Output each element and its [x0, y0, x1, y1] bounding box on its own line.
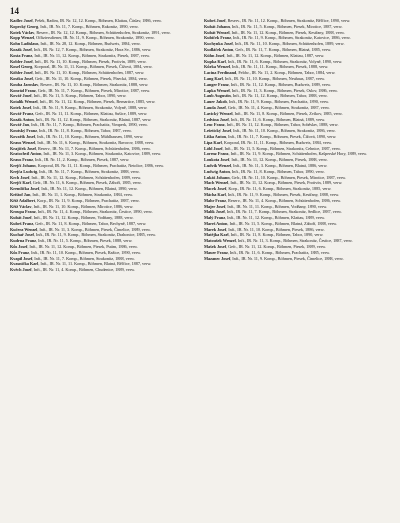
entry-text: Inft., IR. Nr. 11, 7. Komp., Böhmen, Strakonitz, 1888, verw. [39, 168, 140, 174]
register-entry: Kadlec Josef, Pešek, Radim, IR. Nr. 12, 12. Komp., Böhmen, Klattau, Čáslav, 1886, verw. [10, 18, 162, 23]
register-entry: Loukota Josef, Inft., IR. Nr. 11, 12. Komp., Böhmen, Piesek, 1888, verw. [204, 157, 328, 163]
register-entry: Lukáš Johann, Gefr., IR. Nr. 11, 10. Komp., Böhmen, Piesek, Mirotice, 1887, verw. [204, 174, 346, 180]
register-entry: Löbl Josef, Inft., IR. Nr. 11, 5. Komp., Böhmen, Strakonitz, Cehnice, 1887, verw. [204, 145, 341, 151]
entry-text: Inft., IR. Nr. 11, 9. Komp., Böhmen, Strakonitz, Katovice, 1886, verw. [232, 35, 351, 41]
register-entry: Kostka Josef, Gefr., IR. Nr. 11, 10. Komp., Böhmen, Piesek, Písecká, 1884, verw. [10, 75, 148, 81]
entry-name: Kůs Franz [10, 249, 30, 255]
register-entry: Kraus Wenzel, Inft., IR. Nr. 11, 6. Komp., Böhmen, Strakonitz, Bavorov, 1888, verw. [10, 139, 155, 145]
register-entry: Kremlička Josef, Inft., IR. Nr. 11, 12. Komp., Böhmen, Blatná, 1890, verw. [10, 186, 138, 192]
entry-text: Inft., IR. Nr. 12, 7. Komp., Böhmen, Strakonitz, Hora Sv., 1886, verw. [33, 46, 152, 52]
entry-text: Inft., IR. Nr. 11, 12. Komp., Böhmen, Piesek, 1888, verw. [231, 157, 328, 163]
entry-name: Mauer Franz [204, 249, 228, 255]
entry-text: Korp., IR. Nr. 11, 6. Komp., Böhmen, Strakonitz, 1885, verw. [228, 186, 332, 192]
entry-name: Kostka Josef [10, 75, 33, 81]
entry-text: Inft., IR. Nr. 11, 7. Komp., Böhmen, Rakonitz, 1890, verw. [40, 23, 139, 29]
entry-name: Kratochvíl Anton [10, 151, 42, 157]
entry-text: Gefr., IR. Nr. 11, 12. Komp., Böhmen, Piesek, 1889, verw. [228, 244, 326, 250]
register-entry: Marek Josef, Inft., IR. Nr. 11, 10. Komp., Böhmen, Piesek, 1886, verw. [204, 226, 325, 232]
entry-name: Laub Augustin [204, 93, 231, 99]
register-entry: Lacina Ferdinand, Feldw., IR. Nr. 11, 2. Komp., Böhmen, Tabor, 1884, verw. [204, 70, 336, 76]
entry-name: Kroupa Franz [10, 209, 36, 215]
register-entry: Krištof Jan, Inft., IR. Nr. 11, 1. Komp., Böhmen, Strakonitz, 1884, verw. [10, 191, 133, 197]
entry-text: Inft., IR. Nr. 11, 6. Komp., Böhmen, Prachatitz, 1885, verw. [229, 249, 330, 255]
register-entry: Kudrna Franz, Inft., IR. Nr. 11, 5. Komp., Böhmen, Piesek, 1888, verw. [10, 238, 133, 244]
register-entry: Kupka Karl, Inft., IR. Nr. 11, 6. Komp., Böhmen, Strakonitz, Volyně, 1890, verw. [204, 58, 343, 64]
entry-text: Korporal, IR. Nr. 11, 11. Komp., Böhmen, Prachatitz, Netolice, 1886, verw. [37, 162, 164, 168]
entry-text: Gefr., IR. Nr. 11, 10. Komp., Böhmen, Piesek, Písecká, 1884, verw. [34, 75, 148, 81]
entry-text: Inft., IR. Nr. 11, 12. Komp., Böhmen, Piesek, Bernartice, 1885, verw. [39, 99, 156, 105]
entry-text: Inft., IR. Nr. 11, 5. Komp., Böhmen, Piesek, 1888, verw. [38, 238, 133, 244]
register-entry: Lauer Jakob, Inft., IR. Nr. 11, 9. Komp., Böhmen, Prachatitz, 1890, verw. [204, 99, 329, 105]
entry-text: Inft., IR. Nr. 11, 3. Komp., Böhmen, Piesek, Oslov, 1886, verw. [231, 87, 338, 93]
register-entry: Mazanec Josef, Inft., IR. Nr. 11, 9. Komp., Böhmen, Piesek, Čimelice, 1888, verw. [204, 255, 344, 261]
entry-text: Gefr., IR. Nr. 11, 7. Komp., Böhmen, Blatná, 1885, verw. [235, 46, 332, 52]
entry-text: Inft., IR. Nr. 11, 10. Komp., Böhmen, Neuhaus, 1887, verw. [224, 75, 325, 81]
entry-name: Krch Josef [10, 174, 30, 180]
entry-text: Gefr., IR. Nr. 11, 4. Komp., Böhmen, Strakonitz, 1887, verw. [227, 104, 330, 110]
register-entry: Lenc Franz, Inft., IR. Nr. 11, 12. Komp., Böhmen, Tabor, Soběslav, 1888, verw. [204, 122, 339, 128]
entry-text: Gefr., IR. Nr. 11, 11. Komp., Böhmen, Klattau, Sušice, 1889, verw. [35, 110, 148, 116]
entry-text: Korp., IR. Nr. 11, 9. Komp., Böhmen, Prachatitz, 1887, verw. [37, 197, 140, 203]
entry-text: Inft., IR. Nr. 11, 1. Komp., Böhmen, Strakonitz, 1884, verw. [32, 191, 133, 197]
entry-name: Konrád Franz [10, 87, 36, 93]
register-entry: Kohn Ladislaus, Inft., IR. Nr. 28, 12. Komp., Böhmen, Budweis, 1884, verw. [10, 41, 141, 47]
entry-text: Inft., IR. Nr. 11, 8. Komp., Böhmen, Tabor, 1890, verw. [231, 168, 325, 174]
register-entry: Köhler Josef, Inft., IR. Nr. 11, 10. Komp., Böhmen, Schüttenhofen, 1887, verw. [10, 70, 145, 76]
entry-text: Inft., IR. Nr. 11, 3. Komp., Böhmen, Strakonitz, Čestice, 1887, verw. [237, 238, 353, 244]
entry-text: Gefr., IR. Nr. 11, 7. Komp., Böhmen, Piesek, Mirotice, 1887, verw. [37, 87, 150, 93]
entry-text: Inft., IR. Nr. 11, 8. Komp., Böhmen, Piesek, Zvíkov, 1885, verw. [234, 110, 343, 116]
entry-name: Kotek Josef [10, 104, 32, 110]
entry-name: Kříž Václav [10, 203, 32, 209]
entry-name: Mácha Karl [204, 191, 226, 197]
entry-text: Offiziersdiener, IR. Nr. 11, 9. Komp., Böhmen, Strakonitz, 1890, verw. [36, 35, 155, 41]
entry-name: Kovář Jan [10, 122, 30, 128]
entry-name: Kopp Wenzel [10, 35, 35, 41]
register-entry: Kovář Franz, Gefr., IR. Nr. 11, 11. Komp., Böhmen, Klattau, Sušice, 1889, verw. [10, 110, 148, 116]
register-entry: Kříž Adalbert, Korp., IR. Nr. 11, 9. Komp., Böhmen, Prachatitz, 1887, verw. [10, 197, 140, 203]
register-entry: Koutský Franz, Inft., IR. Nr. 11, 8. Komp., Böhmen, Tabor, 1887, verw. [10, 128, 132, 134]
entry-name: Kupka Karl [204, 58, 226, 64]
entry-text: Inft., IR. Nr. 11, 3. Komp., Böhmen, Piesek, Čimelice, 1889, verw. [39, 226, 151, 232]
register-entry: Kuchař Josef, Inft., IR. Nr. 11, 9. Komp., Böhmen, Strakonitz, Drahonice, 1885, verw. [10, 232, 156, 238]
entry-text: Inft., IR. Nr. 11, 10. Komp., Böhmen, Strakonitz, 1886, verw. [233, 128, 336, 134]
register-entry: Kotek Josef, Inft., IR. Nr. 11, 9. Komp., Böhmen, Strakonitz, Volyně, 1888, verw. [10, 104, 148, 110]
entry-name: Kouba Jaroslav [10, 81, 39, 87]
register-entry: Ludvík Wenzel, Inft., IR. Nr. 11, 3. Komp., Böhmen, Blatná, 1886, verw. [204, 162, 328, 168]
entry-name: Mazanec Josef [204, 255, 231, 261]
register-entry: Kříž Václav, Inft., IR. Nr. 11, 10. Komp., Böhmen, Mirotice, 1886, verw. [10, 203, 134, 209]
entry-name: Kraus Franz [10, 157, 33, 163]
register-entry: Krejča Ludwig, Inft., IR. Nr. 11, 7. Komp., Böhmen, Strakonitz, 1888, verw. [10, 168, 140, 174]
register-entry: Krejčí Karl, Gefr., IR. Nr. 11, 6. Komp., Böhmen, Piesek, Záhoří, 1885, verw. [10, 180, 142, 186]
entry-name: Kopecký Georg [10, 23, 39, 29]
entry-name: Löbl Josef [204, 145, 223, 151]
entry-name: Lapka Wenzel [204, 87, 230, 93]
register-entry: Kůs Josef, Inft., IR. Nr. 11, 12. Komp., Böhmen, Piesek, Putim, 1886, verw. [10, 244, 138, 250]
register-entry: Kvasnička Karl, Inft., IR. Nr. 11, 11. Komp., Böhmen, Blatná, Bělčice, 1887, verw. [10, 261, 152, 267]
entry-name: Kvěch Josef [10, 267, 32, 273]
register-entry: Kobler Josef, Inft., IR. Nr. 11, 10. Komp., Böhmen, Piesek, Protivín, 1889, verw. [10, 58, 147, 64]
entry-text: Inft., IR. Nr. 11, 8. Komp., Böhmen, Tabor, 1887, verw. [39, 128, 132, 134]
entry-text: Inft., IR. Nr. 11, 9. Komp., Böhmen, Piesek, Kestřany, 1888, verw. [227, 191, 340, 197]
entry-name: Kříž Adalbert [10, 197, 36, 203]
entry-text: Inft., IR. Nr. 11, 12. Komp., Böhmen, Piesek, Protivín, 1889, verw. [230, 180, 343, 186]
entry-name: Malík Josef [204, 209, 225, 215]
entry-text: Inft., IR. Nr. 11, 4. Komp., Böhmen, Strakonitz, Čestice, 1890, verw. [37, 209, 153, 215]
entry-name: Kovář Franz [10, 110, 34, 116]
register-entry: Kopecký Georg, Inft., IR. Nr. 11, 7. Komp., Böhmen, Rakonitz, 1890, verw. [10, 23, 139, 29]
register-entry: Kovář Josef, Inft., IR. Nr. 11, 5. Komp., Böhmen, Tabor, 1890, verw. [10, 93, 127, 99]
register-entry: Ludwig Anton, Inft., IR. Nr. 11, 8. Komp., Böhmen, Tabor, 1890, verw. [204, 168, 325, 174]
entry-name: Kvasnička Karl [10, 261, 39, 267]
entry-name: Lorenz Franz [204, 151, 229, 157]
entry-name: Langer Franz [204, 81, 229, 87]
register-entry: Kvapil Josef, Inft., IR. Nr. 11, 7. Komp., Böhmen, Strakonitz, 1888, verw. [10, 255, 135, 261]
entry-name: Krejčí Karl [10, 180, 31, 186]
entry-text: Inft., IR. Nr. 11, 5. Komp., Böhmen, Blatná, Záboří, 1888, verw. [229, 220, 337, 226]
entry-text: Inft., IR. Nr. 28, 12. Komp., Böhmen, Budweis, 1884, verw. [40, 41, 141, 47]
entry-text: Reserv., IR. Nr. 12, 12. Komp., Böhmen, Schüttenhofen, Strakonitz, 1891, verw. [36, 29, 171, 35]
right-column [204, 18, 390, 516]
entry-text: Inft., IR. Nr. 11, 7. Komp., Böhmen, Strakonitz, Sedlice, 1887, verw. [226, 209, 342, 215]
entry-text: Inft., IR. Nr. 11, 12. Komp., Böhmen, Klattau, 1889, verw. [227, 215, 325, 221]
entry-text: Inft., IR. Nr. 11, 12. Komp., Böhmen, Strakonitz, Piesek, 1887, verw. [34, 52, 150, 58]
entry-text: Inft., IR. Nr. 11, 9. Komp., Böhmen, Piesek, Čimelice, 1888, verw. [232, 255, 344, 261]
entry-name: Kubát Josef [10, 215, 32, 221]
entry-text: Inft., IR. Nr. 11, 9. Komp., Böhmen, Strakonitz, Drahonice, 1885, verw. [35, 232, 156, 238]
register-entry: Kratochvíl Anton, Inft., IR. Nr. 11, 3. Komp., Böhmen, Strakonitz, Katovice, 1889, verw. [10, 151, 162, 157]
register-entry: Kuchynka Josef, Inft., IR. Nr. 11, 10. Komp., Böhmen, Schüttenhofen, 1889, verw. [204, 41, 345, 47]
entry-name: Köhler Josef [10, 70, 33, 76]
entry-name: Matějka Karl [204, 232, 229, 238]
register-entry: Kučera Wenzel, Inft., IR. Nr. 11, 3. Komp., Böhmen, Piesek, Čimelice, 1889, verw. [10, 226, 151, 232]
entry-name: Mareš Anton [204, 220, 228, 226]
entry-text: Reserv., IR. Nr. 11, 10. Komp., Böhmen, Strakonitz, 1888, verw. [40, 81, 149, 87]
entry-text: Inft., IR. Nr. 11, 12. Komp., Böhmen, Tabor, Soběslav, 1888, verw. [226, 122, 339, 128]
register-entry: Laub Augustin, Inft., IR. Nr. 11, 12. Komp., Böhmen, Tabor, 1888, verw. [204, 93, 328, 99]
entry-name: Kotek Václav [10, 29, 35, 35]
entry-name: Kůs Josef [10, 244, 28, 250]
register-entry: Krejčí Johann, Korporal, IR. Nr. 11, 11. Komp., Böhmen, Prachatitz, Netolice, 1886, verw. [10, 162, 164, 168]
register-entry: Kvěch Josef, Inft., IR. Nr. 11, 4. Komp., Böhmen, Chudenice, 1889, verw. [10, 267, 135, 273]
entry-name: Krejčí Johann [10, 162, 36, 168]
entry-text: Inft., IR. Nr. 11, 3. Komp., Böhmen, Blatná, 1886, verw. [233, 162, 328, 168]
register-entry: Majer Josef, Inft., IR. Nr. 11, 11. Komp., Böhmen, Vodňany, 1890, verw. [204, 203, 328, 209]
entry-text: Inft., IR. Nr. 11, 9. Komp., Böhmen, Schüttenhofen, Kašperské Hory, 1889, verw. [230, 151, 367, 157]
entry-text: Inft., IR. Nr. 11, 6. Komp., Böhmen, Strakonitz, Volyně, 1890, verw. [227, 58, 343, 64]
register-entry: Lešetický Josef, Inft., IR. Nr. 11, 10. Komp., Böhmen, Strakonitz, 1886, verw. [204, 128, 336, 134]
entry-name: Kozák Anton [10, 116, 34, 122]
entry-name: Matoušek Wenzel [204, 238, 236, 244]
register-entry: Krajíček Josef, Reserv., IR. Nr. 11, 7. Komp., Böhmen, Schüttenhofen, 1886, verw. [10, 145, 151, 151]
entry-text: Inft., IR. Nr. 11, 5. Komp., Böhmen, Piesek, Mirotice, 1887, verw. [231, 23, 343, 29]
register-entry: Malík Josef, Inft., IR. Nr. 11, 7. Komp., Böhmen, Strakonitz, Sedlice, 1887, verw. [204, 209, 342, 215]
entry-text: Inft., IR. Nr. 11, 10. Komp., Böhmen, Mühlhausen, 1890, verw. [37, 133, 144, 139]
entry-name: Lukáš Johann [204, 174, 230, 180]
entry-text: Inft., IR. Nr. 11, 12. Komp., Böhmen, Piesek, Kestřany, 1888, verw. [231, 29, 345, 35]
entry-text: Inft., IR. Nr. 11, 10. Komp., Böhmen, Mirotice, 1886, verw. [33, 203, 134, 209]
entry-text: Reserv., IR. Nr. 11, 4. Komp., Böhmen, Schüttenhofen, 1886, verw. [228, 197, 341, 203]
register-entry: Kubát Wenzel, Inft., IR. Nr. 11, 12. Komp., Böhmen, Piesek, Kestřany, 1888, verw. [204, 29, 345, 35]
entry-text: Gefr., IR. Nr. 11, 8. Komp., Böhmen, Tabor, Bechyně, 1887, verw. [35, 220, 147, 226]
register-entry: Kroupa Franz, Inft., IR. Nr. 11, 4. Komp., Böhmen, Strakonitz, Čestice, 1890, verw. [10, 209, 153, 215]
entry-text: Inft., IR. Nr. 11, 12. Komp., Böhmen, Piesek, Putim, 1886, verw. [29, 244, 138, 250]
register-entry: Lorenz Franz, Inft., IR. Nr. 11, 9. Komp., Böhmen, Schüttenhofen, Kašperské Hory, 1889, verw. [204, 151, 367, 157]
register-entry: Mach Wenzel, Inft., IR. Nr. 11, 12. Komp., Böhmen, Piesek, Protivín, 1889, verw. [204, 180, 343, 186]
entry-text: Inft., IR. Nr. 11, 12. Komp., Böhmen, Budweis, 1889, verw. [230, 81, 331, 87]
entry-text: Inft., IR. Nr. 11, 12. Komp., Böhmen, Strakonitz, Blatná, 1887, verw. [35, 116, 152, 122]
entry-name: Ledvina Josef [204, 116, 229, 122]
register-entry: Kraus Franz, Inft., IR. Nr. 11, 2. Komp., Böhmen, Piesek, 1887, verw. [10, 157, 130, 163]
entry-text: Pešek, Radim, IR. Nr. 12, 12. Komp., Böhmen, Klattau, Čáslav, 1886, verw. [34, 18, 162, 23]
register-entry: Kouba Jaroslav, Reserv., IR. Nr. 11, 10. Komp., Böhmen, Strakonitz, 1888, verw. [10, 81, 149, 87]
entry-name: Kubát Wenzel [204, 29, 230, 35]
register-entry: Kudláček Anton, Gefr., IR. Nr. 11, 7. Komp., Böhmen, Blatná, 1885, verw. [204, 46, 332, 52]
entry-name: Kuchynka Josef [204, 41, 233, 47]
entry-text: Inft., IR. Nr. 11, 12. Komp., Böhmen, Schüttenhofen, 1889, verw. [31, 174, 142, 180]
register-entry: Kotalík Wenzel, Inft., IR. Nr. 11, 12. Komp., Böhmen, Piesek, Bernartice, 1885, verw. [10, 99, 156, 105]
register-entry: Lípa Karl, Korporal, IR. Nr. 11, 11. Komp., Böhmen, Budweis, 1884, verw. [204, 139, 332, 145]
register-entry: Kubeš Josef, Reserv., IR. Nr. 11, 12. Komp., Böhmen, Strakonitz, Bělčice, 1890, verw. [204, 18, 351, 23]
register-entry: Lang Karl, Inft., IR. Nr. 11, 10. Komp., Böhmen, Neuhaus, 1887, verw. [204, 75, 325, 81]
entry-name: Kučera Wenzel [10, 226, 38, 232]
register-entry: Matoušek Wenzel, Inft., IR. Nr. 11, 3. Komp., Böhmen, Strakonitz, Čestice, 1887, verw. [204, 238, 353, 244]
entry-name: Liška Anton [204, 133, 227, 139]
entry-name: Kozák Josef [10, 46, 32, 52]
register-entry: Macek Josef, Korp., IR. Nr. 11, 6. Komp., Böhmen, Strakonitz, 1885, verw. [204, 186, 332, 192]
register-entry: Mácha Karl, Inft., IR. Nr. 11, 9. Komp., Böhmen, Piesek, Kestřany, 1888, verw. [204, 191, 340, 197]
entry-name: Macek Josef [204, 186, 227, 192]
entry-name: Kubát Johann [204, 23, 230, 29]
register-entry: Kubát Josef, Inft., IR. Nr. 11, 12. Komp., Böhmen, Vodňany, 1888, verw. [10, 215, 134, 221]
entry-name: Mahr Franz [204, 197, 226, 203]
entry-text: Inft., IR. Nr. 11, 6. Komp., Böhmen, Strakonitz, Bavorov, 1888, verw. [37, 139, 155, 145]
entry-name: Kudrna Franz [10, 238, 37, 244]
entry-text: Inft., IR. Nr. 11, 10. Komp., Böhmen, Piesek, Protivín, 1889, verw. [34, 58, 147, 64]
entry-text: Inft., IR. Nr. 11, 2. Komp., Böhmen, Piesek, 1887, verw. [35, 157, 130, 163]
register-entry: Kotek Václav, Reserv., IR. Nr. 12, 12. Komp., Böhmen, Schüttenhofen, Strakonitz, 1891, verw. [10, 29, 171, 35]
register-entry: Kovář Jan, Inft., IR. Nr. 11, 7. Komp., Böhmen, Prachatitz, Vimperk, 1890, verw. [10, 122, 148, 128]
entry-text: Inft., IR. Nr. 11, 4. Komp., Böhmen, Chudenice, 1889, verw. [33, 267, 135, 273]
register-entry: Konrád Franz, Gefr., IR. Nr. 11, 7. Komp., Böhmen, Piesek, Mirotice, 1887, verw. [10, 87, 150, 93]
entry-text: Inft., IR. Nr. 11, 9. Komp., Böhmen, Strakonitz, Volyně, 1888, verw. [33, 104, 148, 110]
register-entry: Malý Franz, Inft., IR. Nr. 11, 12. Komp., Böhmen, Klattau, 1889, verw. [204, 215, 325, 221]
entry-text: Inft., IR. Nr. 11, 12. Komp., Böhmen, Blatná, 1890, verw. [41, 186, 138, 192]
entry-name: Kohn Ladislaus [10, 41, 39, 47]
entry-name: Ludwig Anton [204, 168, 230, 174]
register-entry: Matějka Karl, Inft., IR. Nr. 11, 8. Komp., Böhmen, Tabor, 1890, verw. [204, 232, 324, 238]
entry-text: Reserv., IR. Nr. 11, 7. Komp., Böhmen, Schüttenhofen, 1886, verw. [37, 145, 151, 151]
entry-text: Inft., IR. Nr. 11, 10. Komp., Böhmen, Schüttenhofen, 1889, verw. [234, 41, 345, 47]
entry-text: Gefr., IR. Nr. 11, 10. Komp., Böhmen, Piesek, Mirotice, 1887, verw. [231, 174, 346, 180]
entry-name: Malý Franz [204, 215, 226, 221]
entry-text: Gefr., IR. Nr. 11, 6. Komp., Böhmen, Piesek, Záhoří, 1885, verw. [32, 180, 142, 186]
entry-name: Kraus Wenzel [10, 139, 36, 145]
entry-name: Kudláček Anton [204, 46, 234, 52]
register-entry: Liška Anton, Inft., IR. Nr. 11, 7. Komp., Böhmen, Piesek, Čížová, 1890, verw. [204, 133, 337, 139]
entry-name: Kvapil Josef [10, 255, 33, 261]
entry-name: Kremlička Josef [10, 186, 40, 192]
entry-name: Krištof Jan [10, 191, 31, 197]
register-entry: Langer Franz, Inft., IR. Nr. 11, 12. Komp., Böhmen, Budweis, 1889, verw. [204, 81, 331, 87]
register-entry: Lauda Josef, Gefr., IR. Nr. 11, 4. Komp., Böhmen, Strakonitz, 1887, verw. [204, 104, 330, 110]
register-entry: Mahr Franz, Reserv., IR. Nr. 11, 4. Komp., Böhmen, Schüttenhofen, 1886, verw. [204, 197, 341, 203]
register-entry: Kosta Franz, Inft., IR. Nr. 11, 12. Komp., Böhmen, Strakonitz, Piesek, 1887, verw. [10, 52, 150, 58]
entry-name: Mach Wenzel [204, 180, 229, 186]
entry-name: Kubeš Franz [10, 220, 34, 226]
entry-name: Lípa Karl [204, 139, 222, 145]
entry-name: Lenc Franz [204, 122, 225, 128]
entry-text: Feldw., IR. Nr. 11, 2. Komp., Böhmen, Tabor, 1884, verw. [238, 70, 336, 76]
register-entry: Kozák Anton, Inft., IR. Nr. 11, 12. Komp., Böhmen, Strakonitz, Blatná, 1887, verw. [10, 116, 152, 122]
entry-name: Mašek Josef [204, 244, 227, 250]
entry-text: Inft., IR. Nr. 11, 6. Komp., Böhmen, Blatná, 1889, verw. [230, 116, 326, 122]
register-entry: Kůs Franz, Inft., IR. Nr. 11, 10. Komp., Böhmen, Piesek, Ražice, 1890, verw. [10, 249, 141, 255]
entry-name: Kůrka Wenzel [204, 64, 230, 70]
entry-text: Inft., IR. Nr. 11, 7. Komp., Böhmen, Prachatitz, Vimperk, 1890, verw. [31, 122, 148, 128]
entry-name: Kovařík Josef [10, 133, 36, 139]
register-entry: Mašek Josef, Gefr., IR. Nr. 11, 12. Komp., Böhmen, Piesek, 1889, verw. [204, 244, 326, 250]
columns [10, 18, 390, 516]
entry-name: Lauer Jakob [204, 99, 227, 105]
entry-name: Loukota Josef [204, 157, 230, 163]
entry-text: Inft., IR. Nr. 11, 10. Komp., Böhmen, Piesek, Ražice, 1890, verw. [31, 249, 141, 255]
entry-name: Lacina Ferdinand [204, 70, 237, 76]
entry-text: Inft., IR. Nr. 11, 10. Komp., Böhmen, Piesek, 1886, verw. [228, 226, 325, 232]
page-number: 14 [10, 6, 19, 16]
register-entry: Kubeš Franz, Gefr., IR. Nr. 11, 8. Komp., Böhmen, Tabor, Bechyně, 1887, verw. [10, 220, 147, 226]
entry-name: Kühn Josef [204, 52, 225, 58]
register-entry: Kubíček Franz, Inft., IR. Nr. 11, 9. Komp., Böhmen, Strakonitz, Katovice, 1886, verw. [204, 35, 351, 41]
entry-name: Kotalík Wenzel [10, 99, 38, 105]
entry-name: Lang Karl [204, 75, 223, 81]
register-entry: Krch Josef, Inft., IR. Nr. 11, 12. Komp., Böhmen, Schüttenhofen, 1889, verw. [10, 174, 142, 180]
register-entry: Kozák Josef, Inft., IR. Nr. 12, 7. Komp., Böhmen, Strakonitz, Hora Sv., 1886, verw. [10, 46, 152, 52]
entry-name: Krajíček Josef [10, 145, 36, 151]
entry-text: Inft., IR. Nr. 11, 12. Komp., Böhmen, Tabor, 1888, verw. [232, 93, 328, 99]
entry-name: Krejča Ludwig [10, 168, 38, 174]
entry-name: Marek Josef [204, 226, 227, 232]
entry-name: Lauda Josef [204, 104, 226, 110]
entry-name: Koutský Franz [10, 128, 37, 134]
entry-text: Inft., IR. Nr. 11, 5. Komp., Böhmen, Strakonitz, Cehnice, 1887, verw. [224, 145, 341, 151]
register-entry: Mareš Anton, Inft., IR. Nr. 11, 5. Komp., Böhmen, Blatná, Záboří, 1888, verw. [204, 220, 337, 226]
entry-text: Inft., IR. Nr. 11, 11. Komp., Böhmen, Vodňany, 1890, verw. [227, 203, 328, 209]
entry-name: Majer Josef [204, 203, 226, 209]
register-entry: Mauer Franz, Inft., IR. Nr. 11, 6. Komp., Böhmen, Prachatitz, 1885, verw. [204, 249, 330, 255]
entry-text: Inft., IR. Nr. 11, 7. Komp., Böhmen, Strakonitz, 1888, verw. [34, 255, 135, 261]
entry-text: Inft., IR. Nr. 11, 7. Komp., Böhmen, Piesek, Čížová, 1890, verw. [228, 133, 337, 139]
entry-name: Kubeš Josef [204, 18, 226, 23]
entry-text: Inft., IR. Nr. 11, 11. Komp., Böhmen, Piesek, 1888, verw. [232, 64, 329, 70]
register-entry: Kopp Wenzel, Offiziersdiener, IR. Nr. 11, 9. Komp., Böhmen, Strakonitz, 1890, verw. [10, 35, 155, 41]
register-entry: Lavický Wenzel, Inft., IR. Nr. 11, 8. Komp., Böhmen, Piesek, Zvíkov, 1885, verw. [204, 110, 343, 116]
entry-name: Kosel Georg [10, 64, 33, 70]
entry-name: Kadlec Josef [10, 18, 33, 23]
entry-text: Inft., IR. Nr. 11, 3. Komp., Böhmen, Strakonitz, Katovice, 1889, verw. [43, 151, 162, 157]
entry-name: Kobler Josef [10, 58, 33, 64]
entry-text: Inft., IR. Nr. 11, 9. Komp., Böhmen, Prachatitz, 1890, verw. [228, 99, 329, 105]
entry-name: Lavický Wenzel [204, 110, 233, 116]
register-entry: Kubát Johann, Inft., IR. Nr. 11, 5. Komp., Böhmen, Piesek, Mirotice, 1887, verw. [204, 23, 343, 29]
entry-text: Reserv., IR. Nr. 11, 12. Komp., Böhmen, Strakonitz, Bělčice, 1890, verw. [227, 18, 351, 23]
register-entry: Kůrka Wenzel, Inft., IR. Nr. 11, 11. Komp., Böhmen, Piesek, 1888, verw. [204, 64, 329, 70]
entry-text: Inft., IR. Nr. 11, 12. Komp., Böhmen, Vodňany, 1888, verw. [33, 215, 134, 221]
left-column [10, 18, 196, 516]
entry-text: Korporal, IR. Nr. 11, 11. Komp., Böhmen, Piesek, Čížová, 1884, verw. [34, 64, 153, 70]
entry-text: Inft., IR. Nr. 11, 10. Komp., Böhmen, Schüttenhofen, 1887, verw. [34, 70, 145, 76]
entry-text: Inft., IR. Nr. 11, 12. Komp., Böhmen, Klattau, 1887, verw. [226, 52, 325, 58]
entry-text: Inft., IR. Nr. 11, 5. Komp., Böhmen, Tabor, 1890, verw. [33, 93, 127, 99]
register-entry: Lapka Wenzel, Inft., IR. Nr. 11, 3. Komp., Böhmen, Piesek, Oslov, 1886, verw. [204, 87, 338, 93]
entry-text: Inft., IR. Nr. 11, 11. Komp., Böhmen, Blatná, Bělčice, 1887, verw. [40, 261, 152, 267]
register-entry: Kosel Georg, Korporal, IR. Nr. 11, 11. Komp., Böhmen, Piesek, Čížová, 1884, verw. [10, 64, 153, 70]
entry-name: Ludvík Wenzel [204, 162, 232, 168]
entry-name: Kovář Josef [10, 93, 32, 99]
entry-name: Kosta Franz [10, 52, 33, 58]
entry-text: Korporal, IR. Nr. 11, 11. Komp., Böhmen, Budweis, 1884, verw. [223, 139, 332, 145]
register-entry: Ledvina Josef, Inft., IR. Nr. 11, 6. Komp., Böhmen, Blatná, 1889, verw. [204, 116, 326, 122]
entry-name: Lešetický Josef [204, 128, 232, 134]
register-entry: Kovařík Josef, Inft., IR. Nr. 11, 10. Komp., Böhmen, Mühlhausen, 1890, verw. [10, 133, 144, 139]
register-entry: Kühn Josef, Inft., IR. Nr. 11, 12. Komp., Böhmen, Klattau, 1887, verw. [204, 52, 325, 58]
entry-text: Inft., IR. Nr. 11, 8. Komp., Böhmen, Tabor, 1890, verw. [230, 232, 324, 238]
entry-name: Kuchař Josef [10, 232, 34, 238]
entry-name: Kubíček Franz [204, 35, 231, 41]
